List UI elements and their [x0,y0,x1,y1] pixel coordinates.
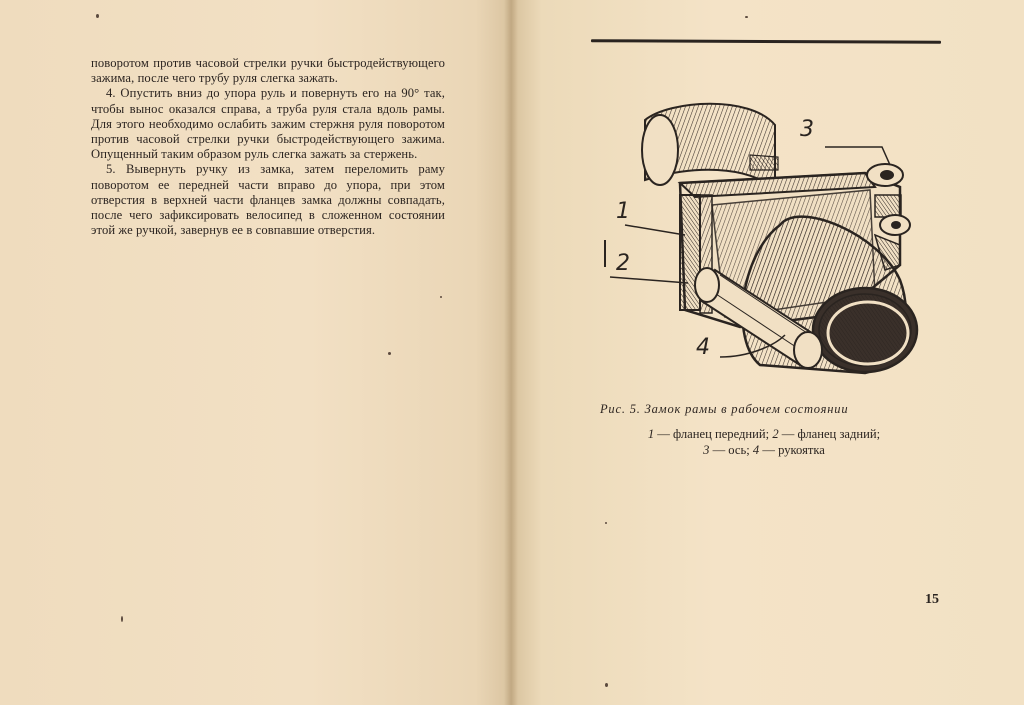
paragraph-continuation: поворотом против часовой стрелки ручки быстродействующего зажима, после чего трубу руля слегка зажать. [91,56,445,86]
legend-text-4: — рукоятка [762,442,825,457]
page-number: 15 [925,592,939,607]
legend-number-2: 2 [772,427,779,441]
legend-number-3: 3 [703,442,710,457]
paragraph-step-5: 5. Вывернуть ручку из замка, затем переломить раму поворотом ее передней части вправо до упора, при этом отверстия в верхней части фланцев замка должны совпадать, после чего зафиксировать велосипед в сложенном состоянии этой же ручкой, завернув ее в совпавшие отверстия. [91,162,445,238]
left-page-text [91,56,445,238]
legend-text-2: — фланец задний; [781,427,881,441]
legend-line-2 [604,443,924,459]
legend-line-1 [604,427,924,443]
legend-text-1: — фланец передний; [657,427,770,441]
paper-speck [96,14,99,18]
figure-caption-number: 5. [629,402,641,416]
paper-speck [121,616,123,622]
frame-lock-figure [600,95,940,385]
frame-lock-illustration [600,95,940,385]
rear-tube [642,104,778,190]
paragraph-step-4: 4. Опустить вниз до упора руль и повернуть его на 90° так, чтобы вынос оказался справа, а труба руля стала вдоль рамы. Для этого необходимо ослабить зажим стержня руля поворотом против часовой стрелки ручки быстродействующего зажима. Опущенный таким образом руль слегка зажать за стержень. [91,86,445,162]
figure-label-1: 1 [616,199,630,224]
paper-speck [440,296,442,298]
figure-label-4: 4 [696,335,710,360]
legend-number-4: 4 [752,442,760,457]
figure-caption-title: Замок рамы в рабочем состоянии [644,402,849,416]
legend-text-3: — ось; [712,442,750,457]
book-gutter [504,0,518,705]
paper-speck [605,683,608,687]
figure-label-3: 3 [800,117,814,142]
paper-speck [745,16,748,18]
paper-speck [388,352,391,355]
legend-number-1: 1 [647,427,655,441]
left-page [0,0,511,705]
figure-caption [600,402,930,417]
figure-label-2: 2 [616,251,630,276]
figure-legend [604,427,924,458]
paper-speck [605,522,607,524]
figure-caption-prefix: Рис. [600,402,626,416]
